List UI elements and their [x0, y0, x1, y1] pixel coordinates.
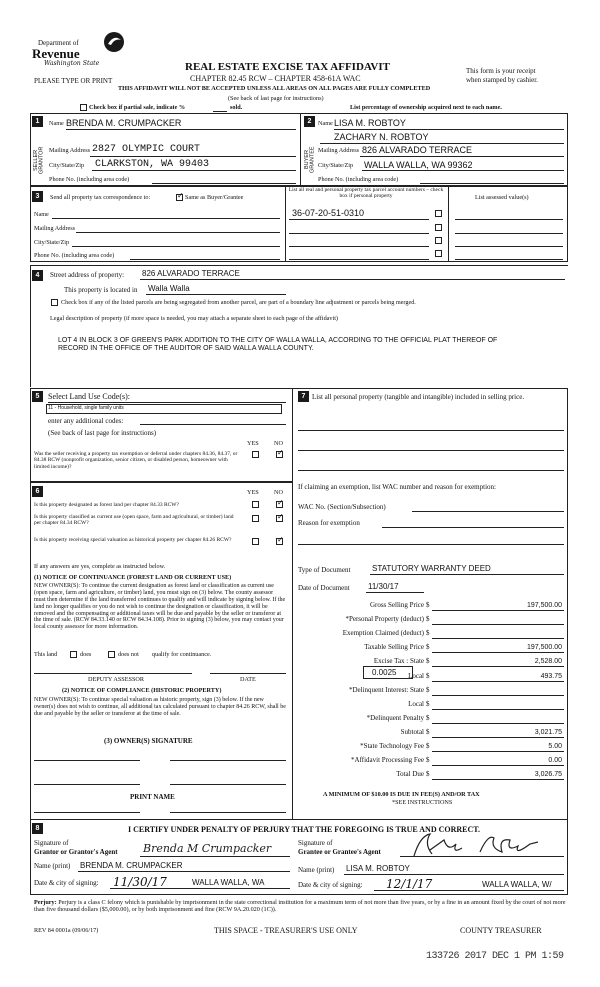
this-land-label: This land	[34, 651, 58, 658]
form-chapter: CHAPTER 82.45 RCW – CHAPTER 458-61A WAC	[190, 74, 361, 83]
qualify-label: qualify for continuance.	[152, 651, 212, 658]
s6-q2-no-checkbox[interactable]	[276, 515, 283, 522]
seller-phone-label: Phone No. (including area code)	[49, 176, 130, 183]
s5-question-1: Was the seller receiving a property tax exemption or deferral under chapters 84.36, 84.37, or 84.38 RCW (nonprofit organization, senior citizen, or disabled person, homeowner with limited income)?	[34, 451, 238, 470]
grantor-date-value[interactable]: 11/30/17	[113, 875, 167, 889]
land-does-label: does	[80, 651, 92, 658]
calc-label: *Personal Property (deduct)	[345, 615, 424, 624]
document-type-label: Type of Document	[298, 566, 351, 574]
land-does-not-checkbox[interactable]	[108, 651, 115, 658]
select-land-use-label: Select Land Use Code(s):	[48, 392, 130, 401]
calc-currency: $	[426, 629, 430, 638]
buyer-address-value[interactable]: 826 ALVARADO TERRACE	[362, 145, 473, 155]
calc-currency: $	[426, 742, 430, 750]
parcel-2-checkbox[interactable]	[435, 224, 442, 231]
corr-name-label: Name	[34, 211, 49, 218]
grantee-name-value[interactable]: LISA M. ROBTOY	[346, 864, 410, 873]
grantee-signature-label-1: Signature of	[298, 839, 333, 847]
s5-yes-header: YES	[247, 440, 259, 447]
perjury-label: Perjury:	[34, 899, 57, 906]
calc-currency: $	[426, 685, 430, 694]
grantee-date-value[interactable]: 12/1/17	[386, 877, 433, 891]
partial-sale-percent-line	[213, 111, 227, 112]
grantor-name-value[interactable]: BRENDA M. CRUMPACKER	[80, 861, 183, 870]
section-4-box	[30, 265, 568, 387]
land-use-code-value: 11 - Household, single family units	[48, 405, 124, 411]
calc-label: *State Technology Fee	[360, 742, 424, 750]
logo-line-3: Washington State	[44, 60, 100, 67]
list-percentage-label: List percentage of ownership acquired next to each name.	[350, 104, 502, 111]
wac-label: WAC No. (Section/Subsection)	[298, 503, 386, 511]
calc-label: Local	[408, 699, 424, 708]
s6-no-header: NO	[274, 489, 283, 496]
see-back-note: (See back of last page for instructions)	[228, 95, 324, 102]
land-does-not-label: does not	[118, 651, 139, 658]
section-3-number: 3	[32, 191, 43, 202]
perjury-text: Perjury is a class C felony which is punishable by imprisonment in the state correctional institution for a maximum term of not more than five years, or by a fine in an amount fixed by the court of not more than five thousand dollars ($5,000.00), or by both imprisonment and fine (RCW 9A.20.020 (1C)).	[34, 899, 566, 914]
additional-codes-label: enter any additional codes:	[48, 417, 124, 425]
calc-value[interactable]: 197,500.00	[526, 644, 562, 652]
notice-compliance-body: NEW OWNER(S): To continue special valuation as historic property, sign (3) below. If the new owner(s) does not wish to continue, all additional tax calculated pursuant to chapter 84.26 RCW, shall be due and payable by the seller or transferor at the time of sale.	[34, 697, 286, 717]
logo-line-2: Revenue	[32, 46, 80, 61]
treasurer-use-label: THIS SPACE - TREASURER'S USE ONLY	[214, 926, 358, 935]
legal-description-value[interactable]: LOT 4 IN BLOCK 3 OF GREEN'S PARK ADDITION TO THE CITY OF WALLA WALLA, ACCORDING TO THE OFFICIAL PLAT THEREOF OF RECORD IN THE OFFICE OF THE AUDITOR OF SAID WALLA WALLA COUNTY.	[58, 337, 498, 353]
corr-phone-label: Phone No. (including area code)	[34, 252, 115, 259]
buyer-city-label: City/State/Zip	[318, 162, 354, 169]
grantor-signature-label-2: Grantor or Grantor's Agent	[34, 848, 118, 856]
calc-label: Gross Selling Price	[369, 601, 424, 609]
buyer-name-label: Name	[318, 120, 333, 127]
assessor-date-label: DATE	[240, 676, 256, 683]
calc-label: Total Due	[396, 770, 424, 779]
calc-value[interactable]: 5.00	[548, 743, 562, 750]
calc-currency: $	[426, 601, 430, 609]
section-8-number: 8	[32, 823, 43, 834]
calc-currency: $	[426, 615, 430, 624]
calc-label: Taxable Selling Price	[364, 643, 424, 652]
seller-side-label: SELLER GRANTOR	[33, 146, 45, 174]
calc-label: Subtotal	[400, 727, 424, 736]
calc-label: Local	[408, 671, 424, 680]
buyer-side-label: BUYER GRANTEE	[304, 146, 316, 174]
form-notice: THIS AFFIDAVIT WILL NOT BE ACCEPTED UNLESS ALL AREAS ON ALL PAGES ARE FULLY COMPLETED	[118, 85, 431, 92]
parcel-3-checkbox[interactable]	[435, 237, 442, 244]
s6-question-2: Is this property classified as current use (open space, farm and agricultural, or timber) land per chapter 84.34 RCW?	[34, 514, 234, 527]
parcel-header: List all real and personal property tax parcel account numbers – check box if personal property	[288, 187, 444, 200]
s5-no-header: NO	[274, 440, 283, 447]
exemption-label: If claiming an exemption, list WAC number and reason for exemption:	[298, 483, 496, 491]
exemption-reason-label: Reason for exemption	[298, 519, 360, 527]
receipt-note-2: when stamped by cashier.	[466, 76, 538, 84]
partial-sale-checkbox[interactable]	[80, 104, 87, 111]
owner-signature-title: (3) OWNER(S) SIGNATURE	[104, 737, 193, 745]
logo-swirl-icon	[102, 30, 126, 54]
calc-value[interactable]: 3,026.75	[534, 771, 562, 779]
seller-address-label: Mailing Address	[49, 147, 91, 154]
deputy-assessor-label: DEPUTY ASSESSOR	[88, 676, 144, 683]
seller-address-value[interactable]: 2827 OLYMPIC COURT	[92, 144, 201, 155]
corr-address-label: Mailing Address	[34, 225, 76, 232]
section-2-number: 2	[304, 116, 315, 127]
grantee-signature-label-2: Grantee or Grantee's Agent	[298, 848, 381, 856]
parcel-4-checkbox[interactable]	[435, 250, 442, 257]
grantee-name-label: Name (print)	[298, 866, 335, 874]
local-rate-value: 0.0025	[372, 668, 397, 677]
grantor-city-value[interactable]: WALLA WALLA, WA	[192, 878, 265, 887]
s6-q3-yes-checkbox[interactable]	[252, 538, 259, 545]
if-any-yes-note: If any answers are yes, complete as instructed below.	[34, 563, 166, 570]
partial-sale-label: Check box if partial sale, indicate %	[89, 104, 186, 111]
s6-q2-yes-checkbox[interactable]	[252, 515, 259, 522]
county-treasurer-label: COUNTY TREASURER	[460, 926, 542, 935]
parcel-1-value[interactable]: 36-07-20-51-0310	[292, 208, 365, 218]
calc-currency: $	[426, 671, 430, 680]
calc-currency: $	[426, 699, 430, 708]
calc-value[interactable]: 0.00	[548, 757, 562, 765]
notice-compliance-title: (2) NOTICE OF COMPLIANCE (HISTORIC PROPERTY)	[62, 687, 222, 694]
segregated-label: Check box if any of the listed parcels are being segregated from another parcel, are part of a boundary line adjustment or parcels being merged.	[61, 299, 416, 306]
segregated-checkbox[interactable]	[51, 299, 58, 306]
certify-statement: I CERTIFY UNDER PENALTY OF PERJURY THAT THE FOREGOING IS TRUE AND CORRECT.	[128, 825, 481, 834]
calc-currency: $	[426, 727, 430, 736]
receipt-note-1: This form is your receipt	[466, 67, 536, 75]
see-instructions-note: *SEE INSTRUCTIONS	[392, 799, 453, 806]
calc-label: *Delinquent Interest: State	[348, 685, 424, 694]
see-back-label: (See back of last page for instructions)	[48, 429, 157, 437]
located-in-value[interactable]: Walla Walla	[148, 284, 190, 293]
form-title: REAL ESTATE EXCISE TAX AFFIDAVIT	[185, 61, 390, 73]
personal-property-label: List all personal property (tangible and intangible) included in selling price.	[312, 393, 525, 401]
buyer-phone-label: Phone No. (including area code)	[318, 176, 399, 183]
section-4-number: 4	[32, 270, 43, 281]
grantor-date-label: Date & city of signing:	[34, 879, 99, 887]
calc-value[interactable]: 3,021.75	[534, 728, 562, 736]
section-5-number: 5	[32, 391, 43, 402]
calc-currency: $	[426, 756, 430, 765]
calc-currency: $	[426, 713, 430, 722]
send-correspondence-label: Send all property tax correspondence to:	[50, 194, 151, 201]
calc-currency: $	[426, 770, 430, 779]
s6-q1-yes-checkbox[interactable]	[252, 501, 259, 508]
section-1-number: 1	[32, 116, 43, 127]
print-name-title: PRINT NAME	[130, 793, 175, 801]
calc-value[interactable]: 493.75	[540, 672, 562, 680]
calc-label: *Affidavit Processing Fee	[351, 756, 424, 765]
minimum-fee-note: A MINIMUM OF $10.00 IS DUE IN FEE(S) AND/OR TAX	[323, 791, 480, 798]
corr-city-label: City/State/Zip	[34, 239, 70, 246]
same-as-buyer-label: Same as Buyer/Grantee	[185, 194, 244, 201]
located-in-label: This property is located in	[64, 286, 138, 294]
grantor-signature[interactable]: Brenda M Crumpacker	[143, 842, 272, 855]
sold-label: sold.	[230, 104, 243, 111]
grantor-name-label: Name (print)	[34, 862, 71, 870]
seller-city-value[interactable]: CLARKSTON, WA 99403	[95, 159, 210, 170]
buyer-name-value-2[interactable]: ZACHARY N. ROBTOY	[334, 132, 429, 142]
street-address-label: Street address of property:	[50, 271, 125, 279]
buyer-city-value[interactable]: WALLA WALLA, WA 99362	[364, 160, 473, 170]
document-date-label: Date of Document	[298, 584, 350, 592]
same-as-buyer-checkbox[interactable]	[176, 194, 183, 201]
calc-label: Excise Tax : State	[373, 657, 424, 666]
calc-value[interactable]: 197,500.00	[526, 602, 562, 609]
buyer-name-value[interactable]: LISA M. ROBTOY	[334, 118, 406, 128]
seller-city-label: City/State/Zip	[49, 162, 85, 169]
section-7-number: 7	[298, 391, 309, 402]
s5-q1-yes-checkbox[interactable]	[252, 451, 259, 458]
calc-value[interactable]: 2,528.00	[534, 658, 562, 666]
s6-q3-no-checkbox[interactable]	[276, 538, 283, 545]
document-date-value[interactable]: 11/30/17	[368, 582, 399, 591]
s6-question-1: Is this property designated as forest land per chapter 84.33 RCW?	[34, 502, 179, 508]
calc-currency: $	[426, 657, 430, 666]
grantor-signature-label-1: Signature of	[34, 839, 69, 847]
perjury-notice	[34, 899, 566, 913]
calc-label: Exemption Claimed (deduct)	[342, 629, 424, 638]
logo-line-1: Department of	[38, 39, 79, 47]
s5-q1-no-checkbox[interactable]	[276, 451, 283, 458]
assessed-header: List assessed value(s)	[475, 194, 529, 201]
s6-yes-header: YES	[247, 489, 259, 496]
recording-stamp: 133726 2017 DEC 1 PM 1:59	[426, 951, 564, 962]
s6-q1-no-checkbox[interactable]	[276, 501, 283, 508]
revenue-logo	[30, 28, 130, 68]
rev-number: REV 84 0001a (09/06/17)	[34, 927, 99, 934]
calc-label: *Delinquent Penalty	[366, 713, 424, 722]
notice-continuance-title: (1) NOTICE OF CONTINUANCE (FOREST LAND OR CURRENT USE)	[34, 574, 232, 581]
buyer-address-label: Mailing Address	[318, 147, 360, 154]
seller-name-value[interactable]: BRENDA M. CRUMPACKER	[66, 118, 182, 128]
seller-name-label: Name	[49, 120, 64, 127]
grantee-city-value[interactable]: WALLA WALLA, W/	[482, 880, 552, 889]
street-address-value[interactable]: 826 ALVARADO TERRACE	[142, 269, 240, 278]
s6-question-3: Is this property receiving special valuation as historical property per chapter 84.26 RCW?	[34, 537, 232, 543]
section-6-number: 6	[32, 486, 43, 497]
land-does-checkbox[interactable]	[70, 651, 77, 658]
notice-continuance-body: NEW OWNER(S): To continue the current designation as forest land or classification as current use (open space, farm and agriculture, or timber) land, you must sign on (3) below. The county assessor must then determine if the land transferred continues to qualify and will indicate by signing below. If the land no longer qualifies or you do not wish to continue the designation or classification, it will be removed and the compensating or additional taxes will be due and payable by the seller or transferor at the time of sale. (RCW 84.33.140 or RCW 84.34.108). Prior to signing (3) below, you may contact your local county assessor for more information.	[34, 583, 286, 631]
parcel-1-checkbox[interactable]	[435, 210, 442, 217]
grantee-date-label: Date & city of signing:	[298, 881, 363, 889]
please-type: PLEASE TYPE OR PRINT	[34, 77, 113, 85]
legal-description-label: Legal description of property (if more space is needed, you may attach a separate sheet to each page of the affidavit)	[50, 315, 338, 322]
calc-currency: $	[426, 643, 430, 652]
document-type-value[interactable]: STATUTORY WARRANTY DEED	[372, 564, 491, 573]
